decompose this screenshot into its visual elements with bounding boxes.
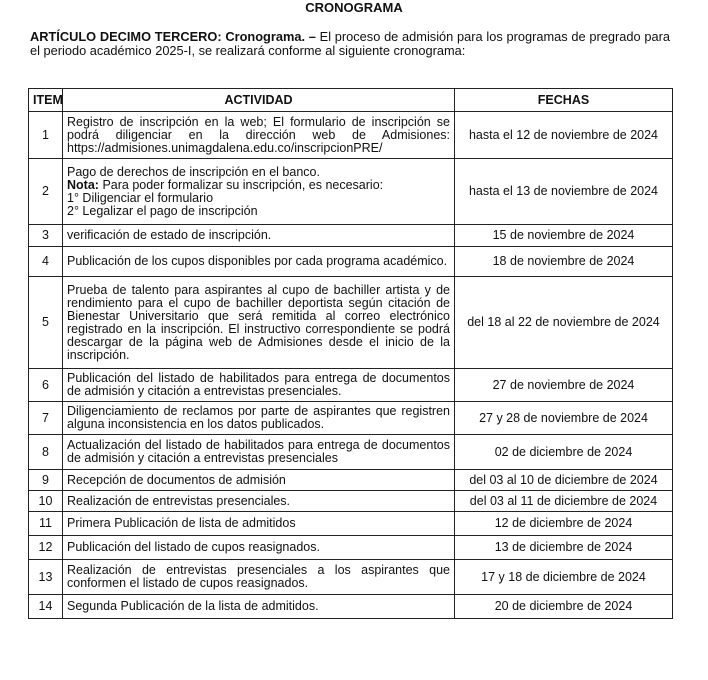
date-cell: del 03 al 11 de diciembre de 2024 [455,491,673,512]
header-actividad: ACTIVIDAD [63,89,455,112]
table-row [29,159,673,225]
activity-cell: verificación de estado de inscripción. [63,225,455,247]
table-row [29,225,673,247]
activity-cell: Publicación del listado de habilitados para entrega de documentos de admisión y citación a entrevistas presenciales. [63,369,455,402]
table-row [29,491,673,512]
item-number: 9 [29,470,63,491]
table-row [29,470,673,491]
activity-cell: Primera Publicación de lista de admitidos [63,512,455,536]
schedule-table [28,88,673,619]
date-cell: hasta el 13 de noviembre de 2024 [455,159,673,225]
item-number: 14 [29,595,63,619]
date-cell: 13 de diciembre de 2024 [455,536,673,560]
item-number: 5 [29,277,63,369]
table-row [29,402,673,435]
activity-cell: Diligenciamiento de reclamos por parte de aspirantes que registren alguna inconsistencia en los datos publicados. [63,402,455,435]
activity-cell: Prueba de talento para aspirantes al cupo de bachiller artista y de rendimiento para el cupo de bachiller deportista según citación de Bienestar Universitario que será remitida al correo electrónico registrado en la inscripción. El instructivo correspondiente se podrá descargar de la página web de Admisiones desde el inicio de la inscripción. [63,277,455,369]
date-cell: 20 de diciembre de 2024 [455,595,673,619]
item-number: 10 [29,491,63,512]
table-row [29,435,673,470]
item-number: 11 [29,512,63,536]
header-fechas: FECHAS [455,89,673,112]
activity-cell: Realización de entrevistas presenciales. [63,491,455,512]
activity-cell: Publicación de los cupos disponibles por cada programa académico. [63,247,455,277]
activity-cell: Realización de entrevistas presenciales a los aspirantes que conformen el listado de cupos reasignados. [63,560,455,595]
table-row [29,595,673,619]
article-heading: ARTÍCULO DECIMO TERCERO: Cronograma. – [30,29,316,44]
date-cell: 15 de noviembre de 2024 [455,225,673,247]
intro-paragraph [30,30,670,58]
page-title: CRONOGRAMA [305,0,403,15]
date-cell: 27 de noviembre de 2024 [455,369,673,402]
item-number: 12 [29,536,63,560]
date-cell: 18 de noviembre de 2024 [455,247,673,277]
activity-cell: Actualización del listado de habilitados para entrega de documentos de admisión y citación a entrevistas presenciales [63,435,455,470]
note-text: Para poder formalizar su inscripción, es necesario: [102,177,384,192]
date-cell: 27 y 28 de noviembre de 2024 [455,402,673,435]
date-cell: 02 de diciembre de 2024 [455,435,673,470]
note-label: Nota: [67,177,99,192]
item-number: 8 [29,435,63,470]
activity-cell: Segunda Publicación de la lista de admitidos. [63,595,455,619]
note-step-2: 2° Legalizar el pago de inscripción [67,203,258,218]
activity-cell: Recepción de documentos de admisión [63,470,455,491]
intro-text: El proceso de admisión para los programas de pregrado para el periodo académico 2025-I, se realizará conforme al siguiente cronograma: [30,29,670,58]
table-header-row [29,89,673,112]
activity-cell [63,159,455,225]
date-cell: hasta el 12 de noviembre de 2024 [455,112,673,159]
date-cell: 17 y 18 de diciembre de 2024 [455,560,673,595]
table-row [29,369,673,402]
table-row [29,277,673,369]
header-item: ITEM [29,89,63,112]
table-row [29,112,673,159]
activity-text: Pago de derechos de inscripción en el banco. [67,164,320,179]
date-cell: del 03 al 10 de diciembre de 2024 [455,470,673,491]
table-row [29,536,673,560]
table-row [29,247,673,277]
item-number: 7 [29,402,63,435]
note-line [67,179,450,192]
item-number: 2 [29,159,63,225]
date-cell: del 18 al 22 de noviembre de 2024 [455,277,673,369]
item-number: 1 [29,112,63,159]
item-number: 3 [29,225,63,247]
item-number: 4 [29,247,63,277]
activity-cell: Registro de inscripción en la web; El formulario de inscripción se podrá diligenciar en la dirección web de Admisiones: https://admisiones.unimagdalena.edu.co/inscripcionPRE/ [63,112,455,159]
note-step-1: 1° Diligenciar el formulario [67,190,214,205]
table-row [29,512,673,536]
table-row [29,560,673,595]
activity-cell: Publicación del listado de cupos reasignados. [63,536,455,560]
item-number: 6 [29,369,63,402]
date-cell: 12 de diciembre de 2024 [455,512,673,536]
item-number: 13 [29,560,63,595]
